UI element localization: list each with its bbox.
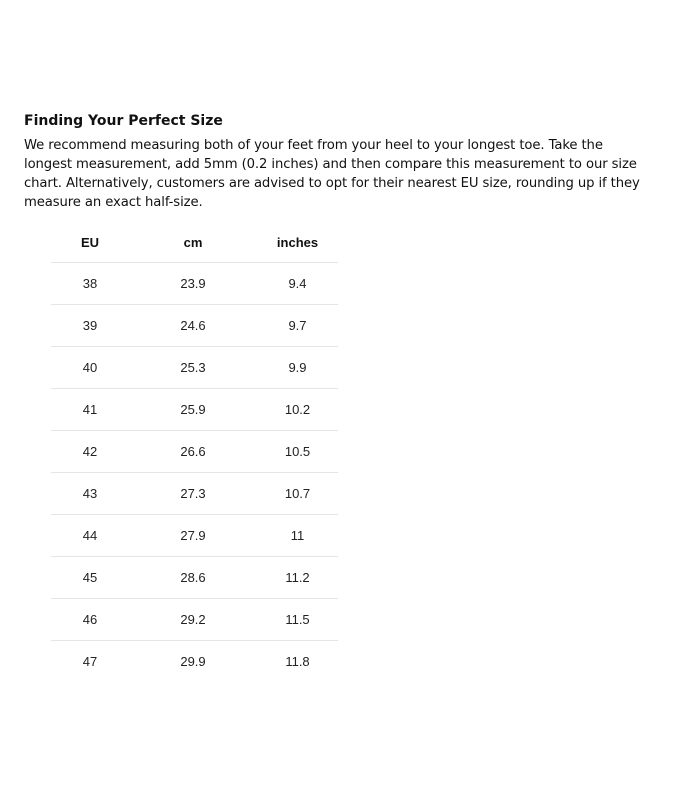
cell-cm: 25.3 (129, 347, 257, 389)
cell-inches: 10.5 (257, 431, 338, 473)
table-row (51, 389, 338, 431)
size-guide-title: Finding Your Perfect Size (24, 113, 223, 129)
cell-cm: 28.6 (129, 557, 257, 599)
cell-inches: 9.9 (257, 347, 338, 389)
table-row (51, 557, 338, 599)
cell-cm: 27.9 (129, 515, 257, 557)
cell-eu: 42 (51, 431, 129, 473)
cell-inches: 9.7 (257, 305, 338, 347)
table-header-row (51, 222, 338, 263)
cell-eu: 38 (51, 263, 129, 305)
cell-inches: 11.5 (257, 599, 338, 641)
cell-cm: 25.9 (129, 389, 257, 431)
cell-eu: 39 (51, 305, 129, 347)
table-row (51, 347, 338, 389)
column-header-cm: cm (129, 222, 257, 263)
cell-eu: 45 (51, 557, 129, 599)
cell-eu: 41 (51, 389, 129, 431)
cell-eu: 43 (51, 473, 129, 515)
table-row (51, 431, 338, 473)
table-row (51, 305, 338, 347)
cell-eu: 46 (51, 599, 129, 641)
size-guide-description: We recommend measuring both of your feet from your heel to your longest toe. Take the longest measurement, add 5mm (0.2 inches) and then compare this measurement to our size chart. Alternatively, customers are advised to opt for their nearest EU size, rounding up if they measure an exact half-size. (24, 138, 640, 210)
column-header-eu: EU (51, 222, 129, 263)
table-row (51, 473, 338, 515)
cell-inches: 11 (257, 515, 338, 557)
size-guide (24, 112, 654, 212)
column-header-inches: inches (257, 222, 338, 263)
cell-inches: 9.4 (257, 263, 338, 305)
cell-inches: 11.8 (285, 654, 310, 669)
cell-inches: 10.2 (257, 389, 338, 431)
size-chart-table (51, 222, 338, 682)
cell-cm: 27.3 (129, 473, 257, 515)
cell-inches: 10.7 (257, 473, 338, 515)
cell-cm: 26.6 (129, 431, 257, 473)
cell-cm: 29.2 (129, 599, 257, 641)
cell-eu: 44 (51, 515, 129, 557)
cell-inches: 11.2 (257, 557, 338, 599)
table-row (51, 641, 338, 683)
cell-eu: 40 (51, 347, 129, 389)
cell-cm: 23.9 (129, 263, 257, 305)
table-row (51, 599, 338, 641)
cell-cm: 24.6 (129, 305, 257, 347)
cell-cm: 29.9 (180, 654, 206, 669)
table-row (51, 263, 338, 305)
cell-eu: 47 (82, 654, 98, 669)
table-row (51, 515, 338, 557)
